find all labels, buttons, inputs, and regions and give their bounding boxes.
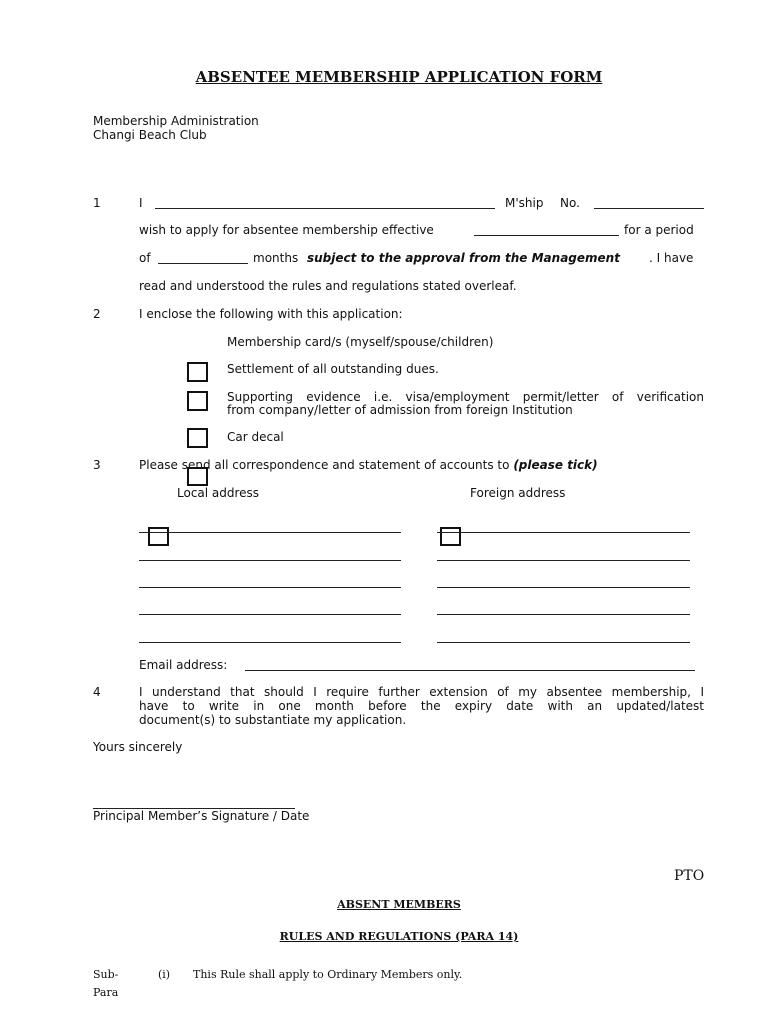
checkbox-outstanding-dues[interactable] (187, 362, 208, 382)
pto-label: PTO (674, 868, 705, 884)
foreign-address-label: Foreign address (470, 486, 566, 500)
email-field[interactable] (245, 658, 695, 671)
read-understood-text: read and understood the rules and regulations stated overleaf. (139, 279, 517, 293)
foreign-address-line-5[interactable] (437, 642, 690, 643)
local-address-line-5[interactable] (139, 642, 401, 643)
item-3-number: 3 (93, 458, 101, 472)
checkbox-supporting-evidence[interactable] (187, 391, 208, 411)
option-car-decal: Car decal (227, 430, 284, 444)
correspondence-text: Please send all correspondence and statement of accounts to (139, 458, 510, 472)
item-1-number: 1 (93, 196, 101, 210)
checkbox-foreign-address[interactable] (440, 527, 461, 546)
foreign-address-line-1[interactable] (437, 532, 690, 533)
item-2-number: 2 (93, 307, 101, 321)
for-period-text: for a period (624, 223, 694, 237)
name-field[interactable] (155, 196, 495, 209)
local-address-line-4[interactable] (139, 614, 401, 615)
rule-numeral: (i) (158, 968, 171, 981)
yours-sincerely: Yours sincerely (93, 740, 183, 754)
checkbox-car-decal[interactable] (187, 428, 208, 448)
wish-text: wish to apply for absentee membership effective (139, 223, 434, 237)
option-supporting-evidence: Supporting evidence i.e. visa/employment permit/letter of verification (227, 390, 704, 404)
extension-text-line-2: have to write in one month before the expiry date with an updated/latest (139, 699, 704, 713)
checkbox-membership-card[interactable] (187, 467, 208, 486)
mship-no-field[interactable] (594, 196, 704, 209)
subject-approval-text: subject to the approval from the Management (307, 251, 620, 265)
local-address-label: Local address (177, 486, 260, 500)
address-line-2: Changi Beach Club (93, 128, 207, 142)
sub-para-label-cont: Para (93, 986, 119, 999)
item-1-i: I (139, 196, 143, 210)
months-text: months (253, 251, 299, 265)
item-4-number: 4 (93, 685, 101, 699)
checkbox-local-address[interactable] (148, 527, 169, 546)
absent-members-heading: ABSENT MEMBERS (337, 898, 461, 911)
rule-1-text: This Rule shall apply to Ordinary Members only. (193, 968, 463, 981)
of-text: of (139, 251, 151, 265)
sub-para-label: Sub- (93, 968, 119, 981)
please-tick-text: (please tick) (513, 458, 598, 472)
local-address-line-2[interactable] (139, 560, 401, 561)
foreign-address-line-3[interactable] (437, 587, 690, 588)
local-address-line-1[interactable] (139, 532, 401, 533)
signature-field[interactable] (93, 796, 295, 809)
extension-text-line-3: document(s) to substantiate my application. (139, 713, 407, 727)
i-have-text: . I have (649, 251, 694, 265)
form-title: ABSENTEE MEMBERSHIP APPLICATION FORM (195, 68, 603, 86)
foreign-address-line-4[interactable] (437, 614, 690, 615)
option-outstanding-dues: Settlement of all outstanding dues. (227, 362, 439, 376)
option-supporting-evidence-cont: from company/letter of admission from foreign Institution (227, 403, 573, 417)
email-label: Email address: (139, 658, 228, 672)
months-field[interactable] (158, 251, 248, 264)
effective-date-field[interactable] (474, 223, 619, 236)
mship-label: M'ship (505, 196, 544, 210)
enclose-intro: I enclose the following with this application: (139, 307, 403, 321)
signature-label: Principal Member’s Signature / Date (93, 809, 310, 823)
local-address-line-3[interactable] (139, 587, 401, 588)
option-membership-card: Membership card/s (myself/spouse/children) (227, 335, 494, 349)
address-line-1: Membership Administration (93, 114, 259, 128)
foreign-address-line-2[interactable] (437, 560, 690, 561)
mship-no-label: No. (560, 196, 580, 210)
rules-heading: RULES AND REGULATIONS (PARA 14) (279, 930, 519, 943)
extension-text-line-1: I understand that should I require further extension of my absentee membership, I (139, 685, 704, 699)
